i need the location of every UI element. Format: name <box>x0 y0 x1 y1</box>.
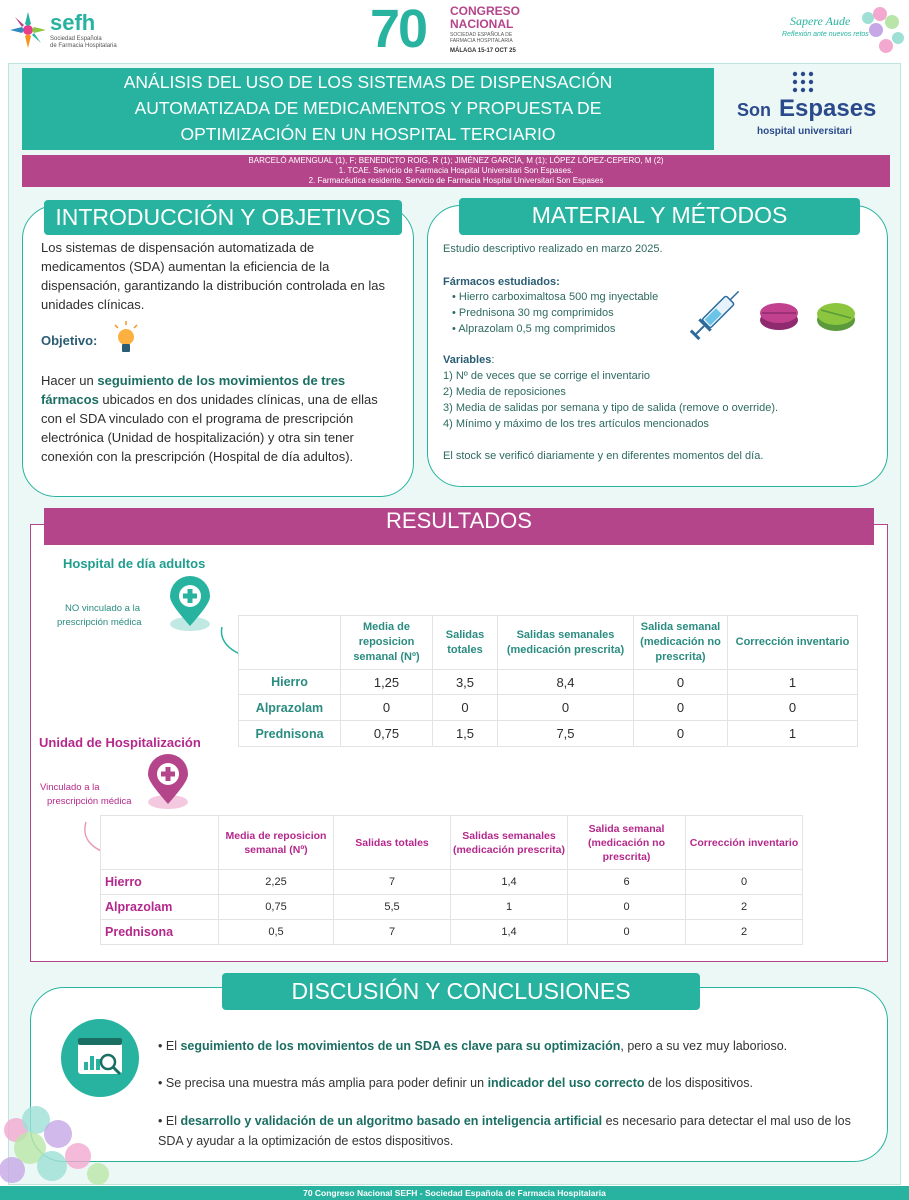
b2-bold: indicador del uso correcto <box>487 1076 645 1090</box>
row-label: Hierro <box>101 870 219 895</box>
son-label: Son <box>737 100 771 120</box>
b2-post: de los dispositivos. <box>644 1076 753 1090</box>
hospital-universitari-label: hospital universitari <box>757 126 853 137</box>
variable-1: 1) Nº de veces que se corrige el inventario <box>443 370 651 382</box>
drug-item-2: • Prednisona 30 mg comprimidos <box>452 307 614 319</box>
pill-green-icon <box>815 300 857 334</box>
objective-bold: seguimiento de los movimientos de tres fármacos <box>41 373 346 407</box>
b1-bold: seguimiento de los movimientos de un SDA es clave para su optimización <box>180 1039 621 1053</box>
table-row <box>101 870 803 895</box>
affiliation-2: 2. Farmacéutica residente. Servicio de Farmacia Hospital Universitari Son Espases <box>308 176 604 185</box>
methods-heading: MATERIAL Y MÉTODOS <box>459 198 860 235</box>
table-cell: 1 <box>728 670 858 695</box>
drug-item-1: • Hierro carboximaltosa 500 mg inyectable <box>452 291 659 303</box>
unit2-note2: prescripción médica <box>47 796 132 807</box>
unit1-header-row <box>239 616 858 670</box>
table-cell: 2 <box>686 920 803 945</box>
table-row <box>239 670 858 695</box>
congress-line2: NACIONAL <box>450 17 514 31</box>
table-cell: 0,75 <box>219 895 334 920</box>
unit1-note1: NO vinculado a la <box>65 603 140 614</box>
table-cell: 3,5 <box>433 670 498 695</box>
row-label: Prednisona <box>239 721 341 747</box>
lightbulb-icon <box>112 320 140 358</box>
table-row <box>239 695 858 721</box>
unit2-table <box>100 815 803 945</box>
row-label: Alprazolam <box>239 695 341 721</box>
unit1-note2: prescripción médica <box>57 617 142 628</box>
table-cell: 1,4 <box>451 870 568 895</box>
objective-pre: Hacer un <box>41 373 98 388</box>
table-cell: 0 <box>634 695 728 721</box>
unit2-corner-cell <box>101 816 219 870</box>
variable-4: 4) Mínimo y máximo de los tres artículos mencionados <box>443 418 709 430</box>
unit1-col-header: Media de reposicion semanal (Nº) <box>341 616 433 670</box>
table-cell: 0 <box>634 721 728 747</box>
syringe-icon <box>690 280 742 348</box>
drugs-label: Fármacos estudiados: <box>443 276 560 288</box>
objective-post: ubicados en dos unidades clínicas, una de ellas con el SDA vinculado con el programa de prescripción electrónica (Unidad de hospitalización) y otra sin tener conexión con la prescripción (Hospital de día adultos). <box>41 392 378 464</box>
authors-bar <box>22 155 890 187</box>
table-row <box>239 721 858 747</box>
dots-logo-mark <box>791 70 815 94</box>
variable-2: 2) Media de reposiciones <box>443 386 566 398</box>
table-cell: 7,5 <box>498 721 634 747</box>
title-line2: AUTOMATIZADA DE MEDICAMENTOS Y PROPUESTA DE <box>134 98 602 118</box>
table-cell: 8,4 <box>498 670 634 695</box>
congress-logo <box>370 0 540 60</box>
b1-post: , pero a su vez muy laborioso. <box>620 1039 788 1053</box>
sefh-sub2: de Farmacia Hospitalaria <box>50 43 117 49</box>
conclusion-bullet-1: • El seguimiento de los movimientos de un SDA es clave para su optimización, pero a su vez muy laborioso. <box>158 1039 788 1053</box>
unit2-col-header: Salida semanal (medicación no prescrita) <box>568 816 686 870</box>
table-cell: 0 <box>728 695 858 721</box>
row-label: Prednisona <box>101 920 219 945</box>
drug-item-1-label: Hierro carboximaltosa 500 mg inyectable <box>458 291 659 303</box>
espases-label: Espases <box>779 95 877 122</box>
table-cell: 6 <box>568 870 686 895</box>
table-cell: 2 <box>686 895 803 920</box>
objective-label: Objetivo: <box>41 333 98 348</box>
unit1-col-header: Salidas semanales (medicación prescrita) <box>498 616 634 670</box>
congress-org2: FARMACIA HOSPITALARIA <box>450 38 513 44</box>
table-cell: 1,4 <box>451 920 568 945</box>
table-cell: 5,5 <box>334 895 451 920</box>
drug-item-2-label: Prednisona 30 mg comprimidos <box>458 307 614 319</box>
hydrangea-decoration-bottom <box>0 1100 120 1186</box>
unit2-header-row <box>101 816 803 870</box>
table-row <box>101 895 803 920</box>
b3-pre: El <box>165 1114 181 1128</box>
table-cell: 7 <box>334 920 451 945</box>
motto: Sapere Aude <box>790 14 851 28</box>
congress-org1: SOCIEDAD ESPAÑOLA DE <box>450 32 513 38</box>
unit2-title: Unidad de Hospitalización <box>39 735 201 750</box>
drug-item-3: • Alprazolam 0,5 mg comprimidos <box>452 323 616 335</box>
table-cell: 1,5 <box>433 721 498 747</box>
row-label: Hierro <box>239 670 341 695</box>
table-cell: 1 <box>451 895 568 920</box>
table-cell: 0,75 <box>341 721 433 747</box>
table-cell: 1 <box>728 721 858 747</box>
poster-title <box>22 68 714 150</box>
authors-names: BARCELÓ AMENGUAL (1), F; BENEDICTO ROIG, R (1); JIMÉNEZ GARCÍA, M (1); LÓPEZ LÓPEZ-CEPERO, M (2) <box>248 156 664 165</box>
drug-item-3-label: Alprazolam 0,5 mg comprimidos <box>458 323 616 335</box>
objective-text <box>41 371 401 466</box>
unit2-col-header: Media de reposicion semanal (Nº) <box>219 816 334 870</box>
pill-magenta-icon <box>758 300 800 332</box>
affiliation-1: 1. TCAE. Servicio de Farmacia Hospital Universitari Son Espases. <box>338 166 574 175</box>
location-pin-teal-icon <box>168 576 212 632</box>
variables-colon: : <box>491 354 495 366</box>
b1-pre: El <box>165 1039 181 1053</box>
unit1-col-header: Salidas totales <box>433 616 498 670</box>
table-row <box>101 920 803 945</box>
row-label: Alprazolam <box>101 895 219 920</box>
conclusions-heading: DISCUSIÓN Y CONCLUSIONES <box>222 973 700 1010</box>
data-analysis-icon <box>60 1018 140 1098</box>
motto-sub: Reflexión ante nuevos retos <box>782 31 869 38</box>
header <box>0 0 909 62</box>
intro-heading: INTRODUCCIÓN Y OBJETIVOS <box>44 200 402 235</box>
b3-post: es necesario para detectar el mal uso de los SDA y ayudar a la optimización de estos dispositivos. <box>158 1114 851 1148</box>
unit1-title: Hospital de día adultos <box>63 556 206 571</box>
table-cell: 1,25 <box>341 670 433 695</box>
variables-label <box>443 352 494 368</box>
table-cell: 0 <box>498 695 634 721</box>
son-espases-logo <box>735 70 875 148</box>
sefh-logo <box>8 10 128 54</box>
b2-pre: Se precisa una muestra más amplia para poder definir un <box>165 1076 488 1090</box>
table-cell: 0,5 <box>219 920 334 945</box>
table-cell: 0 <box>686 870 803 895</box>
sefh-logo-mark <box>8 10 48 50</box>
hydrangea-decoration-top <box>858 6 908 62</box>
table-cell: 0 <box>433 695 498 721</box>
congress-line1: CONGRESO <box>450 4 521 18</box>
unit2-col-header: Salidas totales <box>334 816 451 870</box>
table-cell: 0 <box>634 670 728 695</box>
unit1-corner-cell <box>239 616 341 670</box>
methods-intro: Estudio descriptivo realizado en marzo 2025. <box>443 243 663 255</box>
sefh-sub1: Sociedad Española <box>50 36 102 42</box>
congress-number: 70 <box>370 0 427 59</box>
conclusion-bullet-3: • El desarrollo y validación de un algoritmo basado en inteligencia artificial es necesario para detectar el mal uso de los SDA y ayudar a la optimización de estos dispositivos. <box>158 1114 851 1148</box>
variable-3: 3) Media de salidas por semana y tipo de salida (remove o override). <box>443 402 779 414</box>
unit2-note1: Vinculado a la <box>40 782 100 793</box>
b3-bold: desarrollo y validación de un algoritmo basado en inteligencia artificial <box>180 1114 603 1128</box>
unit2-col-header: Salidas semanales (medicación prescrita) <box>451 816 568 870</box>
unit1-col-header: Salida semanal (medicación no prescrita) <box>634 616 728 670</box>
stock-note: El stock se verificó diariamente y en diferentes momentos del día. <box>443 450 764 462</box>
table-cell: 7 <box>334 870 451 895</box>
table-cell: 0 <box>341 695 433 721</box>
unit1-table <box>238 615 858 747</box>
table-cell: 2,25 <box>219 870 334 895</box>
location-pin-magenta-icon <box>146 754 190 810</box>
table-cell: 0 <box>568 920 686 945</box>
results-heading: RESULTADOS <box>44 508 874 545</box>
unit1-col-header: Corrección inventario <box>728 616 858 670</box>
congress-place: MÁLAGA 15-17 OCT 25 <box>450 48 516 54</box>
footer-bar: 70 Congreso Nacional SEFH - Sociedad Española de Farmacia Hospitalaria <box>0 1186 909 1200</box>
conclusion-bullet-2: • Se precisa una muestra más amplia para poder definir un indicador del uso correcto de los dispositivos. <box>158 1076 753 1090</box>
unit2-col-header: Corrección inventario <box>686 816 803 870</box>
variables-label-bold: Variables <box>443 354 492 366</box>
sefh-logo-text: sefh <box>50 10 96 35</box>
table-cell: 0 <box>568 895 686 920</box>
title-line1: ANÁLISIS DEL USO DE LOS SISTEMAS DE DISPENSACIÓN <box>123 72 613 92</box>
title-line3: OPTIMIZACIÓN EN UN HOSPITAL TERCIARIO <box>180 124 556 144</box>
intro-text: Los sistemas de dispensación automatizada de medicamentos (SDA) aumentan la eficiencia de la dispensación, garantizando la distribución controlada en las unidades clínicas. <box>41 240 385 312</box>
